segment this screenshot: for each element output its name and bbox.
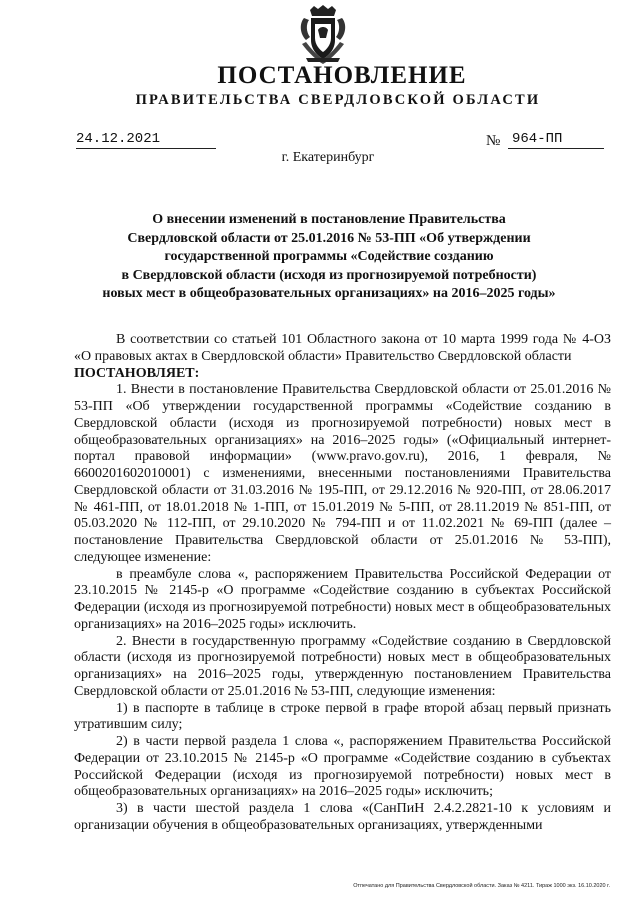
subitem-1-paragraph: 1) в паспорте в таблице в строке первой в графе второй абзац первый признать утратившим силу; bbox=[74, 700, 611, 733]
subitem-3-paragraph: 3) в части шестой раздела 1 слова «(СанПиН 2.4.2.2821-10 к условиям и организации обучения в общеобразовательных организациях, утвержденными bbox=[74, 801, 611, 833]
resolves-keyword: ПОСТАНОВЛЯЕТ: bbox=[74, 365, 200, 381]
city: г. Екатеринбург bbox=[281, 150, 375, 165]
preamble-paragraph: В соответствии со статьей 101 Областного закона от 10 марта 1999 года № 4-ОЗ «О правовых актах в Свердловской области» Правительство Свердловской области bbox=[74, 332, 611, 364]
heading-line: государственной программы «Содействие созданию bbox=[164, 249, 494, 264]
preamble-change-paragraph: в преамбуле слова «, распоряжением Правительства Российской Федерации от 23.10.2015 № 2145-р «О программе «Содействие созданию в субъектах Российской Федерации (исходя из прогнозируемой потребности) новых мест в общеобразовательных организациях» на 2016–2025 годы» исключить. bbox=[74, 566, 611, 632]
subitem-2-paragraph: 2) в части первой раздела 1 слова «, распоряжением Правительства Российской Федерации от 23.10.2015 № 2145-р «О программе «Содействие созданию в субъектах Российской Федерации (исходя из прогнозируемой потребности) новых мест в общеобразовательных организациях» на 2016–2025 годы» исключить; bbox=[74, 734, 611, 800]
heading-line: новых мест в общеобразовательных организациях» на 2016–2025 годы» bbox=[102, 286, 556, 301]
heading-line: в Свердловской области (исходя из прогнозируемой потребности) bbox=[121, 267, 537, 283]
coat-of-arms-icon bbox=[296, 4, 350, 66]
document-date: 24.12.2021 bbox=[76, 131, 216, 149]
print-note: Отпечатано для Правительства Свердловской области. Заказ № 4211. Тираж 1000 экз. 16.10.2020 г. bbox=[353, 883, 610, 889]
heading-line: Свердловской области от 25.01.2016 № 53-ПП «Об утверждении bbox=[127, 230, 531, 246]
number-label: № bbox=[486, 133, 501, 149]
document-number: 964-ПП bbox=[508, 131, 604, 149]
issuer-subtitle: ПРАВИТЕЛЬСТВА СВЕРДЛОВСКОЙ ОБЛАСТИ bbox=[135, 92, 541, 108]
document-title: ПОСТАНОВЛЕНИЕ bbox=[217, 62, 467, 89]
document-body bbox=[74, 332, 611, 835]
item-1-paragraph: 1. Внести в постановление Правительства Свердловской области от 25.01.2016 № 53-ПП «Об утверждении государственной программы «Содействие созданию в Свердловской области (исходя из прогнозируемой потребности) новых мест в общеобразовательных организациях» на 2016–2025 годы» («Официальный интернет-портал правовой информации» (www.pravo.gov.ru), 2016, 1 февраля, № 6600201602010001) с изменениями, внесенными постановлениями Правительства Свердловской области от 31.03.2016 № 195-ПП, от 29.12.2016 № 920-ПП, от 28.06.2017 № 461-ПП, от 18.01.2018 № 1-ПП, от 15.01.2019 № 5-ПП, от 28.11.2019 № 851-ПП, от 05.03.2020 № 112-ПП, от 29.10.2020 № 794-ПП и от 11.02.2021 № 69-ПП (далее – постановление Правительства Свердловской области от 25.01.2016 № 53-ПП), следующее изменение: bbox=[74, 382, 611, 565]
item-2-paragraph: 2. Внести в государственную программу «Содействие созданию в Свердловской области (исходя из прогнозируемой потребности) новых мест в общеобразовательных организациях» на 2016–2025 годы, утвержденную постановлением Правительства Свердловской области от 25.01.2016 № 53-ПП, следующие изменения: bbox=[74, 633, 611, 699]
document-heading bbox=[95, 211, 563, 304]
heading-line: О внесении изменений в постановление Правительства bbox=[152, 212, 506, 227]
